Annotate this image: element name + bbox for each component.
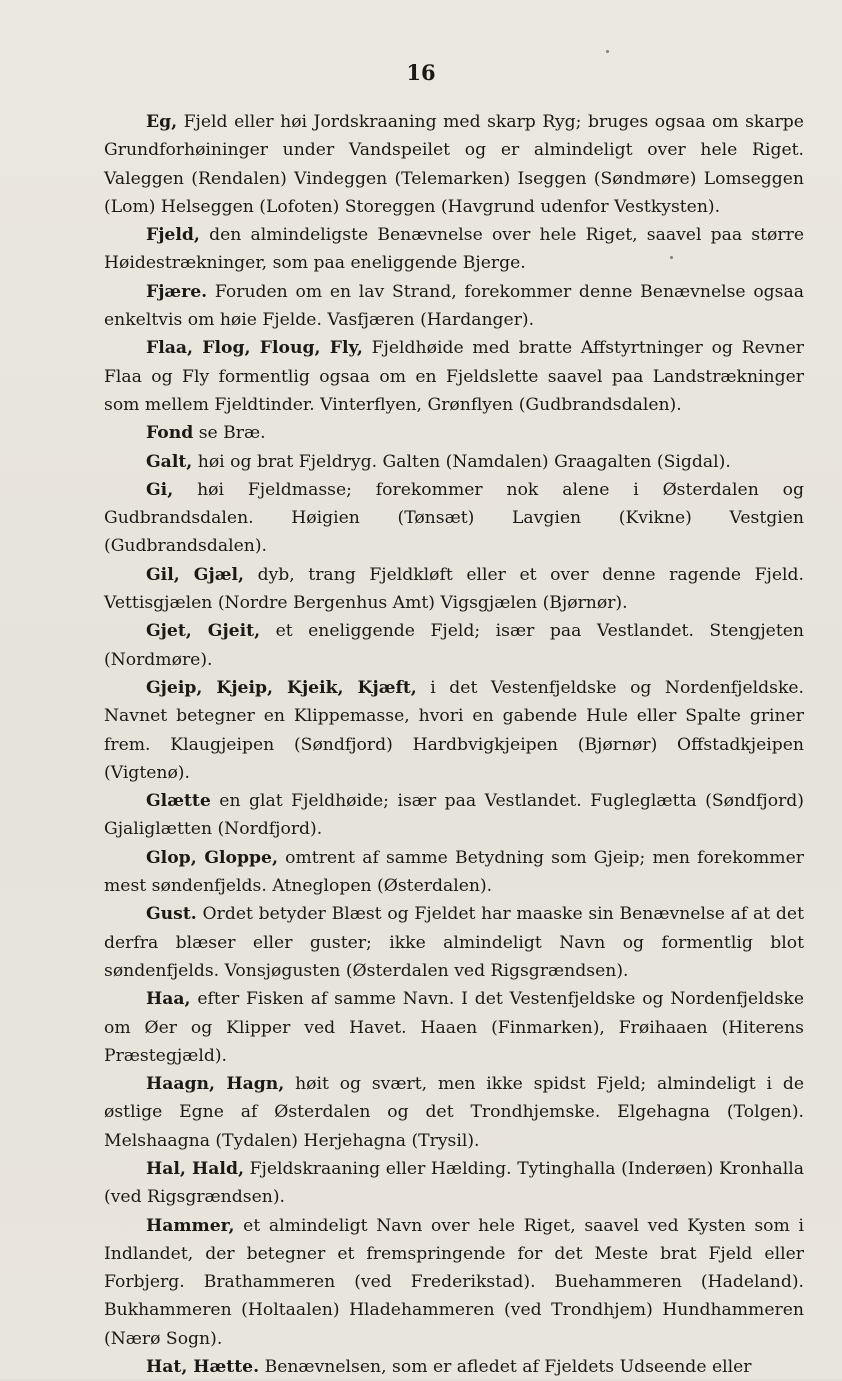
entry-headword: Fond xyxy=(146,423,194,444)
entry-headword: Galt, xyxy=(146,451,193,472)
entry-hal xyxy=(104,1155,804,1212)
dictionary-text xyxy=(104,108,804,1381)
entry-glaette xyxy=(104,787,804,844)
entry-definition: efter Fisken af samme Navn. I det Vestenfjeldske og Nordenfjeldske om Øer og Klipper ved Havet. Haaen (Finmarken), Frøihaaen (Hiterens Præstegjæld). xyxy=(104,989,804,1066)
entry-definition: se Bræ. xyxy=(198,423,266,444)
entry-headword: Hat, Hætte. xyxy=(146,1357,260,1378)
entry-glop xyxy=(104,844,804,901)
entry-definition: en glat Fjeldhøide; især paa Vestlandet. Fugleglætta (Søndfjord) Gjaliglætten (Nordfjord). xyxy=(104,791,804,840)
page-number: 16 xyxy=(406,60,436,85)
entry-gil xyxy=(104,561,804,618)
entry-gi xyxy=(104,476,804,561)
entry-gjet xyxy=(104,617,804,674)
ink-speck xyxy=(606,50,609,53)
entry-headword: Gust. xyxy=(146,904,197,925)
entry-definition: Fjeldskraaning eller Hælding. Tytinghalla (Inderøen) Kronhalla (ved Rigsgrændsen). xyxy=(104,1158,804,1208)
entry-headword: Glop, Gloppe, xyxy=(146,847,278,868)
entry-definition: Fjeldhøide med bratte Affstyrtninger og Revner Flaa og Fly formentlig ogsaa om en Fjeldslette saavel paa Landstrækninger som mellem Fjeldtinder. Vinterflyen, Grønflyen (Gudbrandsdalen). xyxy=(104,338,804,415)
entry-gust xyxy=(104,900,804,985)
entry-definition: Benævnelsen, som er afledet af Fjeldets Udseende eller xyxy=(264,1357,752,1378)
entry-definition: i det Vestenfjeldske og Nordenfjeldske. Navnet betegner en Klippemasse, hvori en gabende Hule eller Spalte griner frem. Klaugjeipen (Søndfjord) Hardbvigkjeipen (Bjørnør) Offstadkjeipen (Vigtenø). xyxy=(104,677,804,783)
entry-headword: Haagn, Hagn, xyxy=(146,1074,285,1095)
entry-fjeld xyxy=(104,221,804,278)
ink-speck xyxy=(670,256,673,259)
entry-fond xyxy=(104,419,804,447)
entry-headword: Hammer, xyxy=(146,1215,235,1236)
entry-galt xyxy=(104,448,804,476)
entry-headword: Gil, Gjæl, xyxy=(146,564,244,585)
entry-definition: den almindeligste Benævnelse over hele Riget, saavel paa større Høidestrækninger, som paa eneliggende Bjerge. xyxy=(104,225,804,274)
entry-headword: Fjeld, xyxy=(146,225,200,246)
entry-definition: høi og brat Fjeldryg. Galten (Namdalen) Graagalten (Sigdal). xyxy=(197,451,731,472)
entry-definition: Foruden om en lav Strand, forekommer denne Benævnelse ogsaa enkeltvis om høie Fjelde. Vasfjæren (Hardanger). xyxy=(104,281,804,331)
entry-eg xyxy=(104,108,804,221)
entry-fjaere xyxy=(104,278,804,335)
entry-hat xyxy=(104,1353,804,1381)
entry-flaa xyxy=(104,334,804,419)
entry-definition: Ordet betyder Blæst og Fjeldet har maaske sin Benævnelse af at det derfra blæser eller guster; ikke almindeligt Navn og formentlig blot søndenfjelds. Vonsjøgusten (Østerdalen ved Rigsgrændsen). xyxy=(104,904,804,981)
entry-hammer xyxy=(104,1212,804,1353)
entry-headword: Eg, xyxy=(146,112,178,132)
entry-haa xyxy=(104,985,804,1070)
entry-headword: Fjære. xyxy=(146,281,208,302)
entry-definition: et eneliggende Fjeld; især paa Vestlandet. Stengjeten (Nordmøre). xyxy=(104,621,804,670)
entry-definition: dyb, trang Fjeldkløft eller et over denne ragende Fjeld. Vettisgjælen (Nordre Bergenhus Amt) Vigsgjælen (Bjørnør). xyxy=(104,564,804,614)
entry-definition: høi Fjeldmasse; forekommer nok alene i Østerdalen og Gudbrandsdalen. Høigien (Tønsæt) Lavgien (Kvikne) Vestgien (Gudbrandsdalen). xyxy=(104,479,804,557)
entry-headword: Hal, Hald, xyxy=(146,1158,244,1179)
entry-headword: Gjeip, Kjeip, Kjeik, Kjæft, xyxy=(146,677,417,698)
entry-headword: Haa, xyxy=(146,989,191,1010)
entry-haagn xyxy=(104,1070,804,1155)
entry-definition: høit og svært, men ikke spidst Fjeld; almindeligt i de østlige Egne af Østerdalen og det Trondhjemske. Elgehagna (Tolgen). Melshaagna (Tydalen) Herjehagna (Trysil). xyxy=(104,1074,805,1151)
entry-headword: Gjet, Gjeit, xyxy=(146,621,261,642)
entry-headword: Gi, xyxy=(146,479,174,500)
entry-headword: Glætte xyxy=(146,791,211,812)
entry-gjeip xyxy=(104,674,804,787)
entry-definition: Fjeld eller høi Jordskraaning med skarp Ryg; bruges ogsaa om skarpe Grundforhøininger under Vandspeilet og er almindeligt over hele Riget. Valeggen (Rendalen) Vindeggen (Telemarken) Iseggen (Søndmøre) Lomseggen (Lom) Helseggen (Lofoten) Storeggen (Havgrund udenfor Vestkysten). xyxy=(104,112,804,217)
entry-definition: et almindeligt Navn over hele Riget, saavel ved Kysten som i Indlandet, der betegner et fremspringende for det Meste brat Fjeld eller Forbjerg. Brathammeren (ved Frederikstad). Buehammeren (Hadeland). Bukhammeren (Holtaalen) Hladehammeren (ved Trondhjem) Hundhammeren (Nærø Sogn). xyxy=(104,1215,804,1349)
entry-headword: Flaa, Flog, Floug, Fly, xyxy=(146,338,363,359)
entry-definition: omtrent af samme Betydning som Gjeip; men forekommer mest søndenfjelds. Atneglopen (Østerdalen). xyxy=(104,847,804,897)
